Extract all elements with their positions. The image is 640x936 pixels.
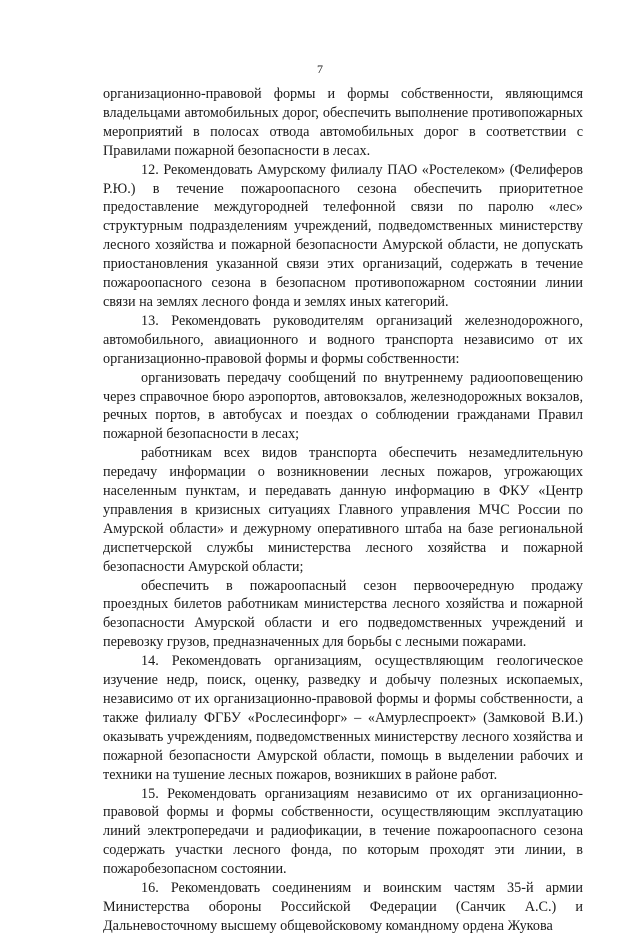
paragraph-13-sub-1: организовать передачу сообщений по внутреннему радиооповещению через справочное бюро аэропортов, автовокзалов, железнодорожных вокзалов, речных портов, в автобусах и поездах о соблюдении гражданами Правил пожарной безопасности в лесах; (103, 369, 583, 443)
paragraph-continuation: организационно-правовой формы и формы собственности, являющимся владельцами автомобильных дорог, обеспечить выполнение противопожарных мероприятий в полосах отвода автомобильных дорог в соответствии с Правилами пожарной безопасности в лесах. (103, 86, 583, 159)
paragraph-item-15: 15. Рекомендовать организациям независимо от их организационно-правовой формы и формы собственности, осуществляющим эксплуатацию линий электропередачи и радиофикации, в течение пожароопасного сезона содержать участки лесного фонда, по которым проходят эти линии, в пожаробезопасном состоянии. (103, 785, 583, 878)
paragraph-13-sub-3: обеспечить в пожароопасный сезон первоочередную продажу проездных билетов работникам министерства лесного хозяйства и пожарной безопасности Амурской области и его подведомственных учреждений и перевозку грузов, предназначенных для борьбы с лесными пожарами. (103, 577, 583, 651)
paragraph-item-16: 16. Рекомендовать соединениям и воинским частям 35-й армии Министерства обороны Российской Федерации (Санчик А.С.) и Дальневосточному высшему общевойсковому командному ордена Жукова (103, 880, 583, 934)
paragraph-item-12: 12. Рекомендовать Амурскому филиалу ПАО «Ростелеком» (Фелиферов Р.Ю.) в течение пожароопасного сезона обеспечить приоритетное предоставление междугородней телефонной связи по паролю «лес» структурным подразделениям учреждений, подведомственных министерству лесного хозяйства и пожарной безопасности Амурской области, не допускать приостановления указанной связи этих организаций, содержать в течение пожароопасного сезона в безопасном противопожарном состоянии линии связи на землях лесного фонда и землях иных категорий. (103, 161, 583, 310)
paragraph-item-14: 14. Рекомендовать организациям, осуществляющим геологическое изучение недр, поиск, оценку, разведку и добычу полезных ископаемых, независимо от их организационно-правовой формы и формы собственности, а также филиалу ФГБУ «Рослесинфорг» – «Амурлеспроект» (Замковой В.И.) оказывать учреждениям, подведомственных министерству лесного хозяйства и пожарной безопасности Амурской области, помощь в выделении рабочих и техники на тушение лесных пожаров, возникших в районе работ. (103, 653, 583, 783)
document-body (103, 85, 583, 936)
paragraph-item-13: 13. Рекомендовать руководителям организаций железнодорожного, автомобильного, авиационного и водного транспорта независимо от их организационно-правовой формы и формы собственности: (103, 312, 583, 367)
page-number: 7 (317, 62, 323, 76)
paragraph-13-sub-2: работникам всех видов транспорта обеспечить незамедлительную передачу информации о возникновении лесных пожаров, угрожающих населенным пунктам, и передавать данную информацию в ФКУ «Центр управления в кризисных ситуациях Главного управления МЧС России по Амурской области» и дежурному оперативного штаба на базе региональной диспетчерской службы министерства лесного хозяйства и пожарной безопасности Амурской области; (103, 445, 583, 575)
